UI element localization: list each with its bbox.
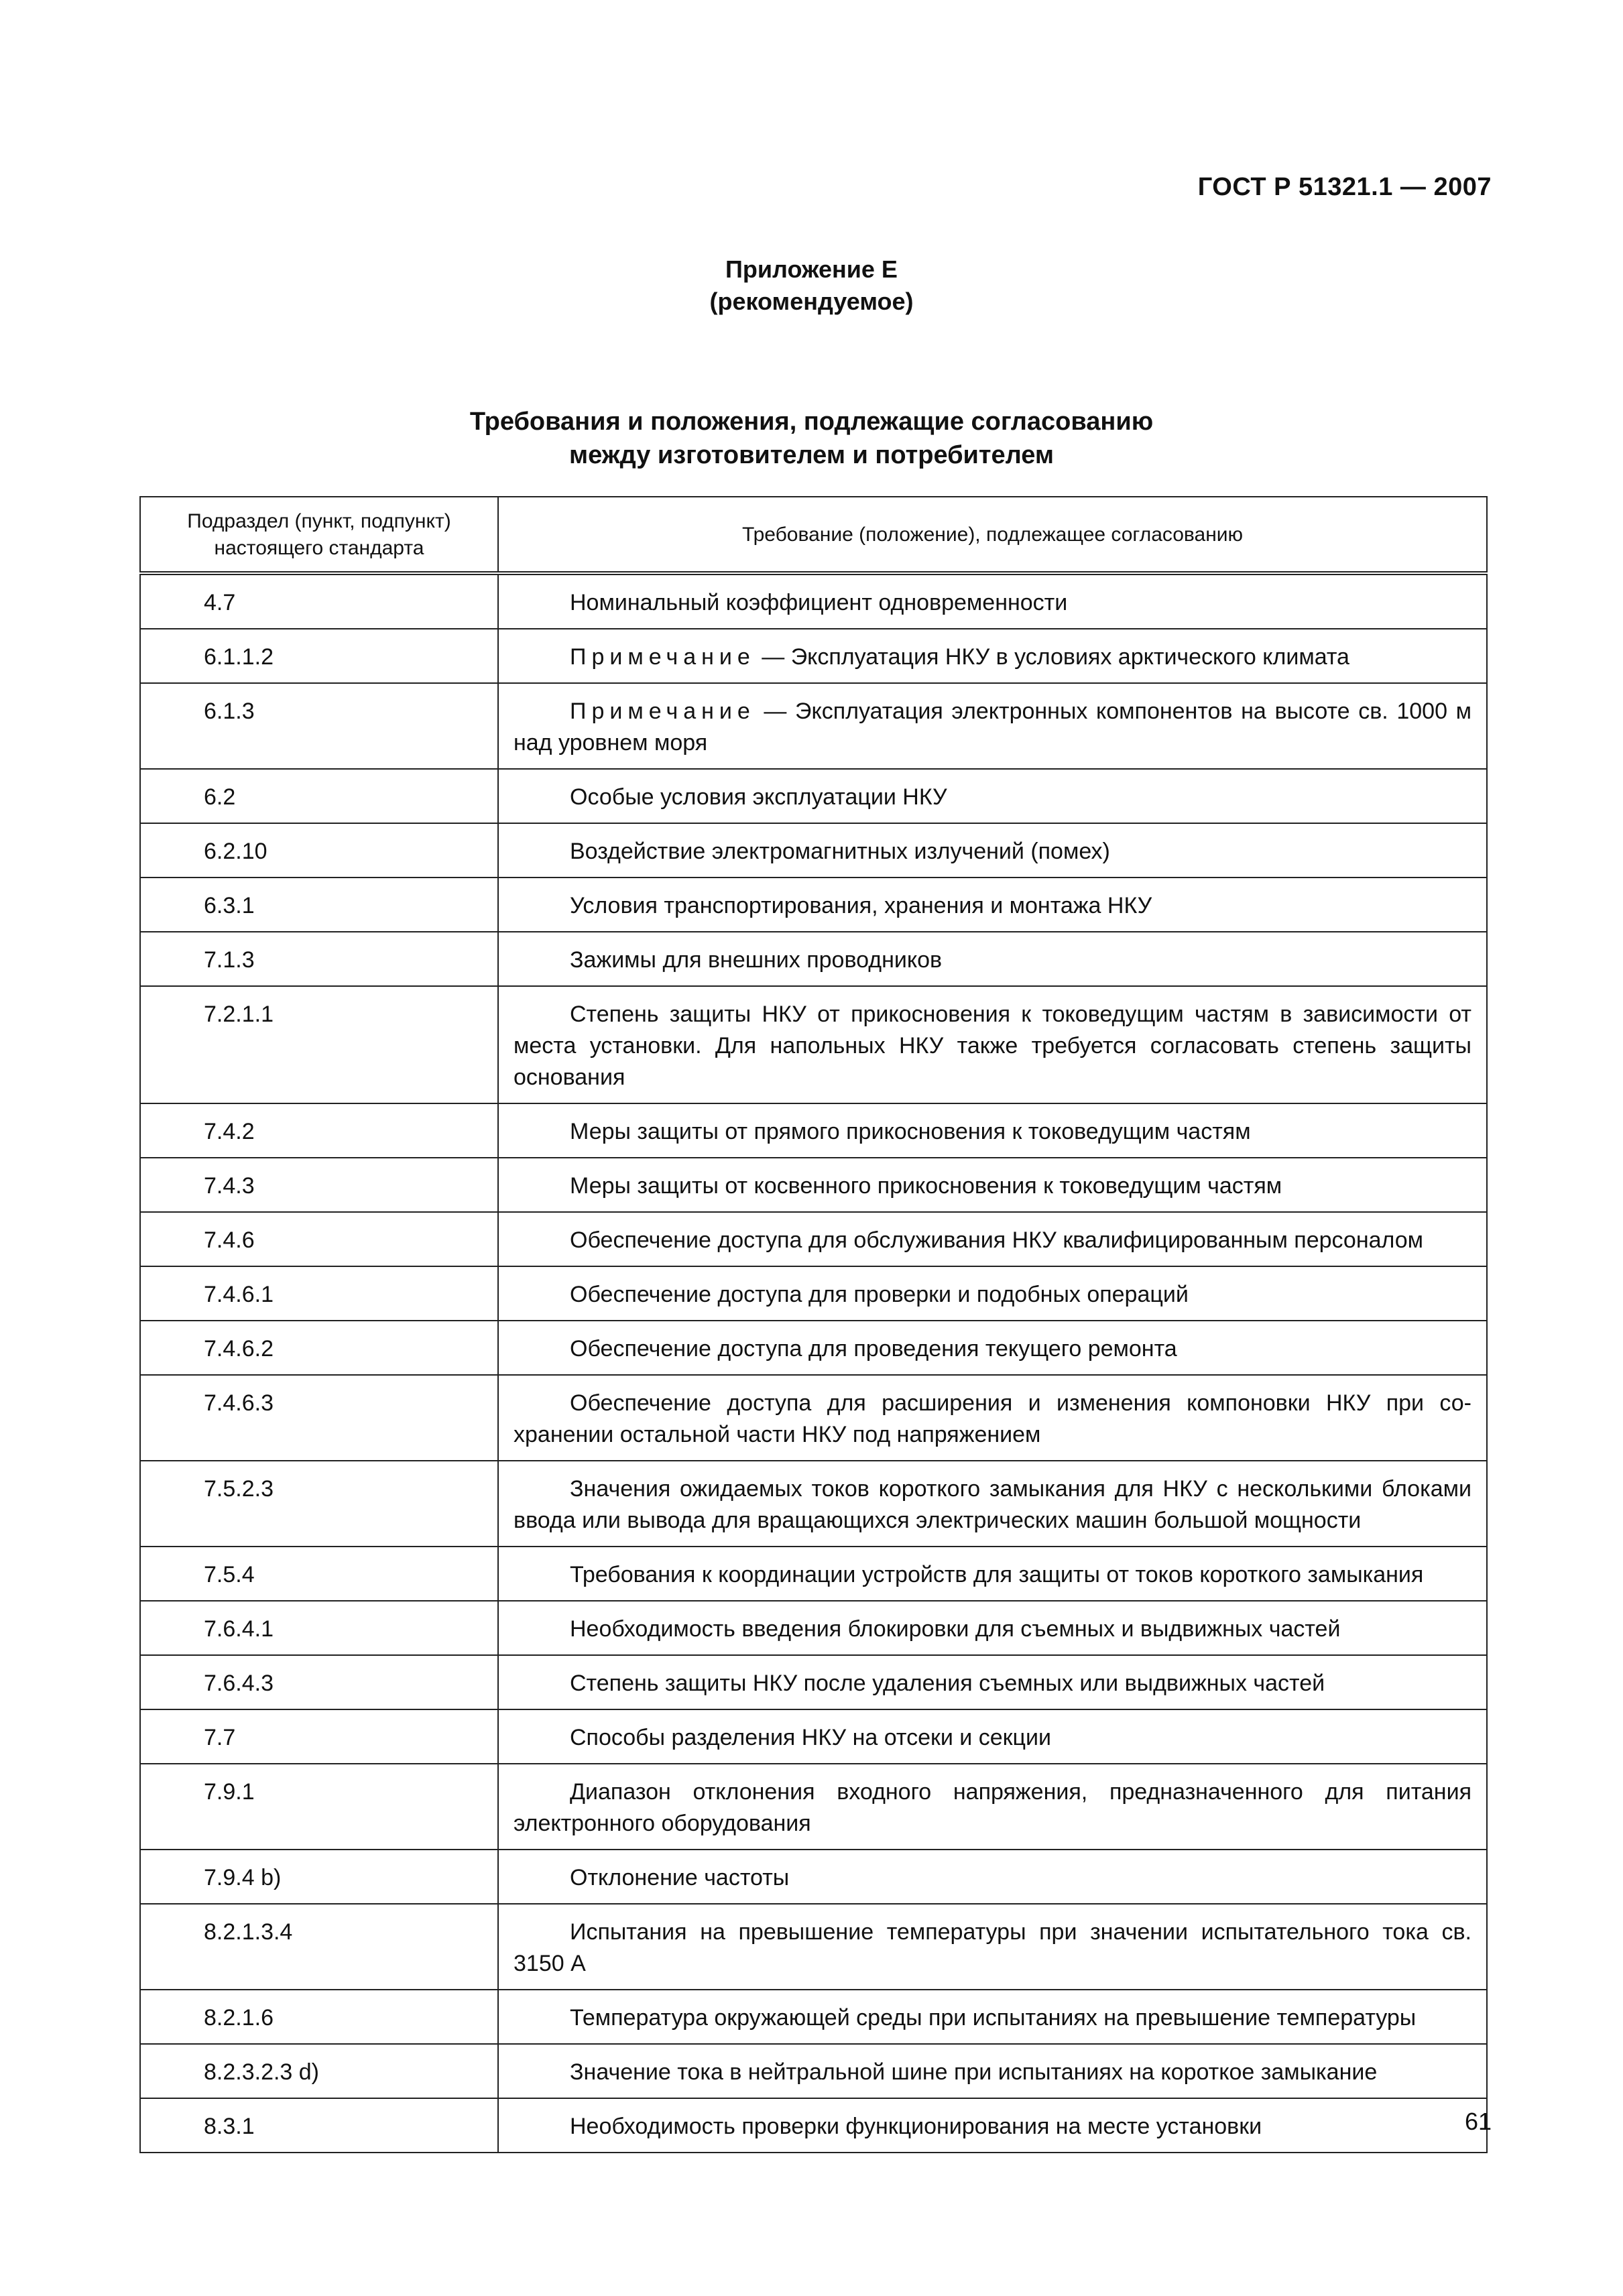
- section-cell: 7.1.3: [140, 932, 498, 986]
- section-cell: 7.2.1.1: [140, 986, 498, 1103]
- requirement-text: — Эксплуатация НКУ в условиях арктического климата: [755, 644, 1349, 670]
- requirement-cell: [498, 1601, 1487, 1655]
- requirement-text: Обеспечение доступа для обслуживания НКУ квалифицированным персоналом: [570, 1227, 1424, 1253]
- table-title-line2: между изготовителем и потребителем: [568, 441, 1055, 469]
- requirement-cell: [498, 932, 1487, 986]
- table-row: [140, 1655, 1487, 1709]
- requirement-text: Воздействие электромагнитных излучений (помех): [570, 839, 1110, 864]
- table-row: [140, 986, 1487, 1103]
- section-cell: 7.4.6.3: [140, 1375, 498, 1461]
- requirement-cell: [498, 1655, 1487, 1709]
- section-cell: 8.3.1: [140, 2098, 498, 2153]
- table-row: [140, 1158, 1487, 1212]
- requirement-text: — Эксплуатация электронных компонентов на высоте св. 1000 м над уровнем моря: [514, 699, 1471, 756]
- page-number: 61: [1464, 2108, 1492, 2135]
- table-row: [140, 1375, 1487, 1461]
- requirement-cell: [498, 629, 1487, 683]
- section-cell: 6.1.3: [140, 683, 498, 769]
- note-label: Примечание: [570, 699, 756, 724]
- table-row: [140, 1601, 1487, 1655]
- requirement-text: Обеспечение доступа для проведения текущего ремонта: [570, 1336, 1177, 1362]
- requirement-cell: [498, 1764, 1487, 1850]
- table-row: [140, 629, 1487, 683]
- requirement-cell: [498, 1904, 1487, 1990]
- table-row: [140, 1321, 1487, 1375]
- section-cell: 7.6.4.1: [140, 1601, 498, 1655]
- table-row: [140, 2098, 1487, 2153]
- requirement-text: Диапазон отклонения входного напряжения, предназначенного для питания электронного оборудования: [514, 1779, 1471, 1836]
- requirement-text: Необходимость введения блокировки для съемных и выдвижных частей: [570, 1616, 1341, 1642]
- requirement-text: Обеспечение доступа для проверки и подобных операций: [570, 1282, 1189, 1307]
- column-header-section: [140, 497, 498, 573]
- section-cell: 8.2.1.3.4: [140, 1904, 498, 1990]
- section-cell: 7.5.4: [140, 1547, 498, 1601]
- table-row: [140, 1266, 1487, 1321]
- section-cell: 8.2.3.2.3 d): [140, 2044, 498, 2098]
- table-row: [140, 1212, 1487, 1266]
- requirement-cell: [498, 823, 1487, 878]
- requirement-text: Меры защиты от прямого прикосновения к токоведущим частям: [570, 1119, 1251, 1144]
- table-row: [140, 1904, 1487, 1990]
- requirement-text: Условия транспортирования, хранения и монтажа НКУ: [570, 893, 1152, 918]
- requirement-cell: [498, 1709, 1487, 1764]
- requirement-cell: [498, 2044, 1487, 2098]
- requirement-cell: [498, 769, 1487, 823]
- document-code: ГОСТ Р 51321.1 — 2007: [1197, 173, 1492, 201]
- table-title-line1: Требования и положения, подлежащие согласованию: [469, 408, 1154, 436]
- table-row: [140, 2044, 1487, 2098]
- section-cell: 7.4.3: [140, 1158, 498, 1212]
- table-row: [140, 823, 1487, 878]
- table-row: [140, 683, 1487, 769]
- requirement-text: Обеспечение доступа для расширения и изменения компоновки НКУ при сохранении остальной части НКУ под напряжением: [514, 1390, 1471, 1447]
- requirement-text: Степень защиты НКУ от прикосновения к токоведущим частям в зависимости от места установки. Для напольных НКУ также требуется согласовать степень защиты основания: [514, 1002, 1471, 1090]
- requirement-text: Требования к координации устройств для защиты от токов короткого замыкания: [570, 1562, 1424, 1587]
- requirement-cell: [498, 1375, 1487, 1461]
- requirement-cell: [498, 1266, 1487, 1321]
- requirements-table: [139, 496, 1488, 2153]
- table-row: [140, 1547, 1487, 1601]
- table-row: [140, 1764, 1487, 1850]
- table-row: [140, 1103, 1487, 1158]
- requirement-text: Температура окружающей среды при испытаниях на превышение температуры: [570, 2005, 1417, 2031]
- section-cell: 7.7: [140, 1709, 498, 1764]
- section-cell: 7.9.4 b): [140, 1850, 498, 1904]
- table-row: [140, 1709, 1487, 1764]
- table-row: [140, 878, 1487, 932]
- requirement-text: Способы разделения НКУ на отсеки и секции: [570, 1725, 1051, 1750]
- table-body: [140, 573, 1487, 2153]
- table-row: [140, 573, 1487, 629]
- requirement-cell: [498, 683, 1487, 769]
- requirement-cell: [498, 1850, 1487, 1904]
- requirement-cell: [498, 878, 1487, 932]
- requirement-text: Меры защиты от косвенного прикосновения к токоведущим частям: [570, 1173, 1282, 1199]
- requirement-text: Испытания на превышение температуры при значении испытательного тока св. 3150 А: [514, 1919, 1471, 1976]
- table-row: [140, 1461, 1487, 1547]
- table-row: [140, 769, 1487, 823]
- note-label: Примечание: [570, 644, 756, 670]
- requirement-text: Зажимы для внешних проводников: [570, 947, 943, 973]
- section-cell: 7.4.6.2: [140, 1321, 498, 1375]
- table-row: [140, 932, 1487, 986]
- section-cell: 7.4.6: [140, 1212, 498, 1266]
- appendix-heading: [0, 253, 1623, 318]
- table-title: [0, 405, 1623, 472]
- section-cell: 6.3.1: [140, 878, 498, 932]
- section-cell: 6.2: [140, 769, 498, 823]
- table-row: [140, 1990, 1487, 2044]
- table-row: [140, 1850, 1487, 1904]
- section-cell: 6.1.1.2: [140, 629, 498, 683]
- section-cell: 6.2.10: [140, 823, 498, 878]
- requirement-text: Номинальный коэффициент одновременности: [570, 590, 1068, 615]
- column-header-requirement: Требование (положение), подлежащее согласованию: [498, 497, 1487, 573]
- section-cell: 8.2.1.6: [140, 1990, 498, 2044]
- requirement-text: Отклонение частоты: [570, 1865, 790, 1890]
- section-cell: 7.6.4.3: [140, 1655, 498, 1709]
- requirement-cell: [498, 1461, 1487, 1547]
- section-cell: 7.4.6.1: [140, 1266, 498, 1321]
- requirement-cell: [498, 1990, 1487, 2044]
- table-header-row: [140, 497, 1487, 573]
- requirement-cell: [498, 1547, 1487, 1601]
- requirement-text: Значение тока в нейтральной шине при испытаниях на короткое замыкание: [570, 2059, 1378, 2085]
- requirement-cell: [498, 1158, 1487, 1212]
- section-cell: 7.9.1: [140, 1764, 498, 1850]
- requirement-text: Степень защиты НКУ после удаления съемных или выдвижных частей: [570, 1671, 1325, 1696]
- section-cell: 4.7: [140, 573, 498, 629]
- appendix-label: Приложение Е: [725, 255, 898, 283]
- requirement-cell: [498, 1103, 1487, 1158]
- requirement-text: Особые условия эксплуатации НКУ: [570, 784, 947, 810]
- section-cell: 7.4.2: [140, 1103, 498, 1158]
- requirement-text: Необходимость проверки функционирования на месте установки: [570, 2114, 1262, 2139]
- requirement-cell: [498, 2098, 1487, 2153]
- column-header-section-line2: настоящего стандарта: [214, 537, 424, 559]
- requirement-cell: [498, 1321, 1487, 1375]
- column-header-section-line1: Подраздел (пункт, подпункт): [187, 510, 451, 532]
- requirement-cell: [498, 986, 1487, 1103]
- requirement-cell: [498, 1212, 1487, 1266]
- appendix-type: (рекомендуемое): [709, 288, 914, 315]
- requirement-cell: [498, 573, 1487, 629]
- requirement-text: Значения ожидаемых токов короткого замыкания для НКУ с несколькими блоками ввода или вывода для вращающихся электрических машин большой мощности: [514, 1476, 1471, 1533]
- section-cell: 7.5.2.3: [140, 1461, 498, 1547]
